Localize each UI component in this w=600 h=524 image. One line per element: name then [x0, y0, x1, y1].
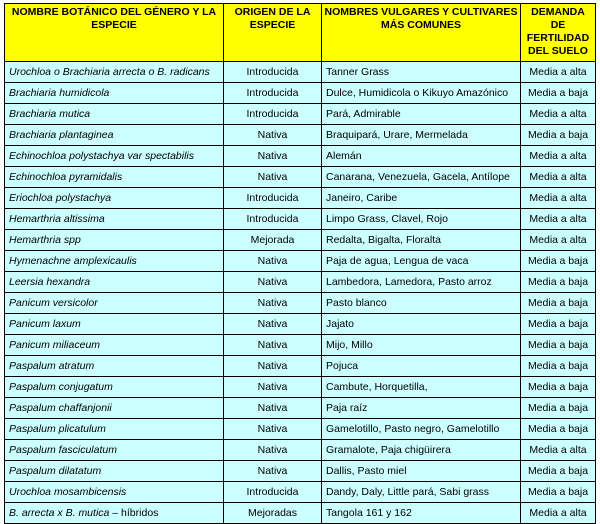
origin-cell: Nativa [224, 419, 322, 440]
origin-cell: Nativa [224, 167, 322, 188]
header-species: NOMBRE BOTÁNICO DEL GÉNERO Y LA ESPECIE [5, 4, 224, 62]
table-row [5, 188, 596, 209]
origin-cell: Nativa [224, 272, 322, 293]
common-names-cell: Gamelotillo, Pasto negro, Gamelotillo [322, 419, 521, 440]
common-names-cell: Alemán [322, 146, 521, 167]
origin-cell: Nativa [224, 293, 322, 314]
table-row [5, 146, 596, 167]
table-row [5, 125, 596, 146]
origin-cell: Introducida [224, 62, 322, 83]
species-cell: Panicum versicolor [5, 293, 224, 314]
origin-cell: Mejorada [224, 230, 322, 251]
fertility-demand-cell: Media a alta [521, 188, 596, 209]
species-cell: Urochloa o Brachiaria arrecta o B. radicans [5, 62, 224, 83]
origin-cell: Nativa [224, 335, 322, 356]
table-row [5, 104, 596, 125]
table-container [4, 3, 596, 524]
fertility-demand-cell: Media a baja [521, 314, 596, 335]
common-names-cell: Dulce, Humidicola o Kikuyo Amazónico [322, 83, 521, 104]
origin-cell: Nativa [224, 440, 322, 461]
fertility-demand-cell: Media a alta [521, 209, 596, 230]
pasture-species-table [4, 3, 596, 524]
species-cell: Brachiaria humidicola [5, 83, 224, 104]
header-row [5, 4, 596, 62]
species-cell: Brachiaria mutica [5, 104, 224, 125]
common-names-cell: Paja de agua, Lengua de vaca [322, 251, 521, 272]
species-cell: Leersia hexandra [5, 272, 224, 293]
header-common-names: NOMBRES VULGARES Y CULTIVARES MÁS COMUNES [322, 4, 521, 62]
fertility-demand-cell: Media a alta [521, 146, 596, 167]
common-names-cell: Canarana, Venezuela, Gacela, Antílope [322, 167, 521, 188]
table-row [5, 272, 596, 293]
species-cell: Hymenachne amplexicaulis [5, 251, 224, 272]
fertility-demand-cell: Media a baja [521, 482, 596, 503]
common-names-cell: Pasto blanco [322, 293, 521, 314]
origin-cell: Nativa [224, 461, 322, 482]
header-origin: ORIGEN DE LA ESPECIE [224, 4, 322, 62]
origin-cell: Mejoradas [224, 503, 322, 524]
fertility-demand-cell: Media a baja [521, 293, 596, 314]
table-row [5, 209, 596, 230]
table-row [5, 251, 596, 272]
table-row [5, 377, 596, 398]
species-cell: Echinochloa polystachya var spectabilis [5, 146, 224, 167]
table-row [5, 83, 596, 104]
header-fertility-demand: DEMANDA DE FERTILIDAD DEL SUELO [521, 4, 596, 62]
origin-cell: Nativa [224, 398, 322, 419]
common-names-cell: Pará, Admirable [322, 104, 521, 125]
table-row [5, 230, 596, 251]
species-cell: Paspalum conjugatum [5, 377, 224, 398]
table-row [5, 398, 596, 419]
origin-cell: Introducida [224, 83, 322, 104]
fertility-demand-cell: Media a alta [521, 167, 596, 188]
table-row [5, 356, 596, 377]
table-row [5, 440, 596, 461]
origin-cell: Introducida [224, 482, 322, 503]
species-cell: Paspalum chaffanjonii [5, 398, 224, 419]
table-row [5, 293, 596, 314]
common-names-cell: Tangola 161 y 162 [322, 503, 521, 524]
fertility-demand-cell: Media a baja [521, 83, 596, 104]
fertility-demand-cell: Media a baja [521, 377, 596, 398]
species-cell: Hemarthria spp [5, 230, 224, 251]
origin-cell: Nativa [224, 251, 322, 272]
fertility-demand-cell: Media a baja [521, 356, 596, 377]
common-names-cell: Cambute, Horquetilla, [322, 377, 521, 398]
species-cell: Brachiaria plantaginea [5, 125, 224, 146]
table-row [5, 335, 596, 356]
origin-cell: Nativa [224, 146, 322, 167]
species-cell: Paspalum plicatulum [5, 419, 224, 440]
species-cell: Eriochloa polystachya [5, 188, 224, 209]
origin-cell: Introducida [224, 209, 322, 230]
species-cell: B. arrecta x B. mutica – híbridos [5, 503, 224, 524]
fertility-demand-cell: Media a alta [521, 230, 596, 251]
species-cell: Paspalum fasciculatum [5, 440, 224, 461]
fertility-demand-cell: Media a baja [521, 125, 596, 146]
common-names-cell: Paja raíz [322, 398, 521, 419]
fertility-demand-cell: Media a alta [521, 503, 596, 524]
table-row [5, 314, 596, 335]
origin-cell: Nativa [224, 377, 322, 398]
origin-cell: Introducida [224, 188, 322, 209]
table-row [5, 167, 596, 188]
fertility-demand-cell: Media a alta [521, 104, 596, 125]
species-cell: Echinochloa pyramidalis [5, 167, 224, 188]
species-cell: Panicum laxum [5, 314, 224, 335]
common-names-cell: Jajato [322, 314, 521, 335]
origin-cell: Nativa [224, 125, 322, 146]
table-row [5, 482, 596, 503]
fertility-demand-cell: Media a alta [521, 440, 596, 461]
common-names-cell: Pojuca [322, 356, 521, 377]
table-row [5, 461, 596, 482]
table-row [5, 62, 596, 83]
origin-cell: Nativa [224, 314, 322, 335]
fertility-demand-cell: Media a baja [521, 272, 596, 293]
species-cell: Paspalum atratum [5, 356, 224, 377]
common-names-cell: Gramalote, Paja chigüirera [322, 440, 521, 461]
fertility-demand-cell: Media a alta [521, 62, 596, 83]
fertility-demand-cell: Media a baja [521, 335, 596, 356]
origin-cell: Nativa [224, 356, 322, 377]
fertility-demand-cell: Media a baja [521, 251, 596, 272]
common-names-cell: Braquipará, Urare, Mermelada [322, 125, 521, 146]
species-cell: Panicum miliaceum [5, 335, 224, 356]
common-names-cell: Janeiro, Caribe [322, 188, 521, 209]
fertility-demand-cell: Media a baja [521, 419, 596, 440]
origin-cell: Introducida [224, 104, 322, 125]
fertility-demand-cell: Media a baja [521, 398, 596, 419]
table-row [5, 419, 596, 440]
common-names-cell: Mijo, Millo [322, 335, 521, 356]
species-cell: Paspalum dilatatum [5, 461, 224, 482]
species-cell: Hemarthria altissima [5, 209, 224, 230]
common-names-cell: Lambedora, Lamedora, Pasto arroz [322, 272, 521, 293]
common-names-cell: Dandy, Daly, Little pará, Sabi grass [322, 482, 521, 503]
species-cell: Urochloa mosambicensis [5, 482, 224, 503]
common-names-cell: Dallis, Pasto miel [322, 461, 521, 482]
common-names-cell: Redalta, Bigalta, Floralta [322, 230, 521, 251]
fertility-demand-cell: Media a baja [521, 461, 596, 482]
common-names-cell: Tanner Grass [322, 62, 521, 83]
common-names-cell: Limpo Grass, Clavel, Rojo [322, 209, 521, 230]
table-row [5, 503, 596, 524]
